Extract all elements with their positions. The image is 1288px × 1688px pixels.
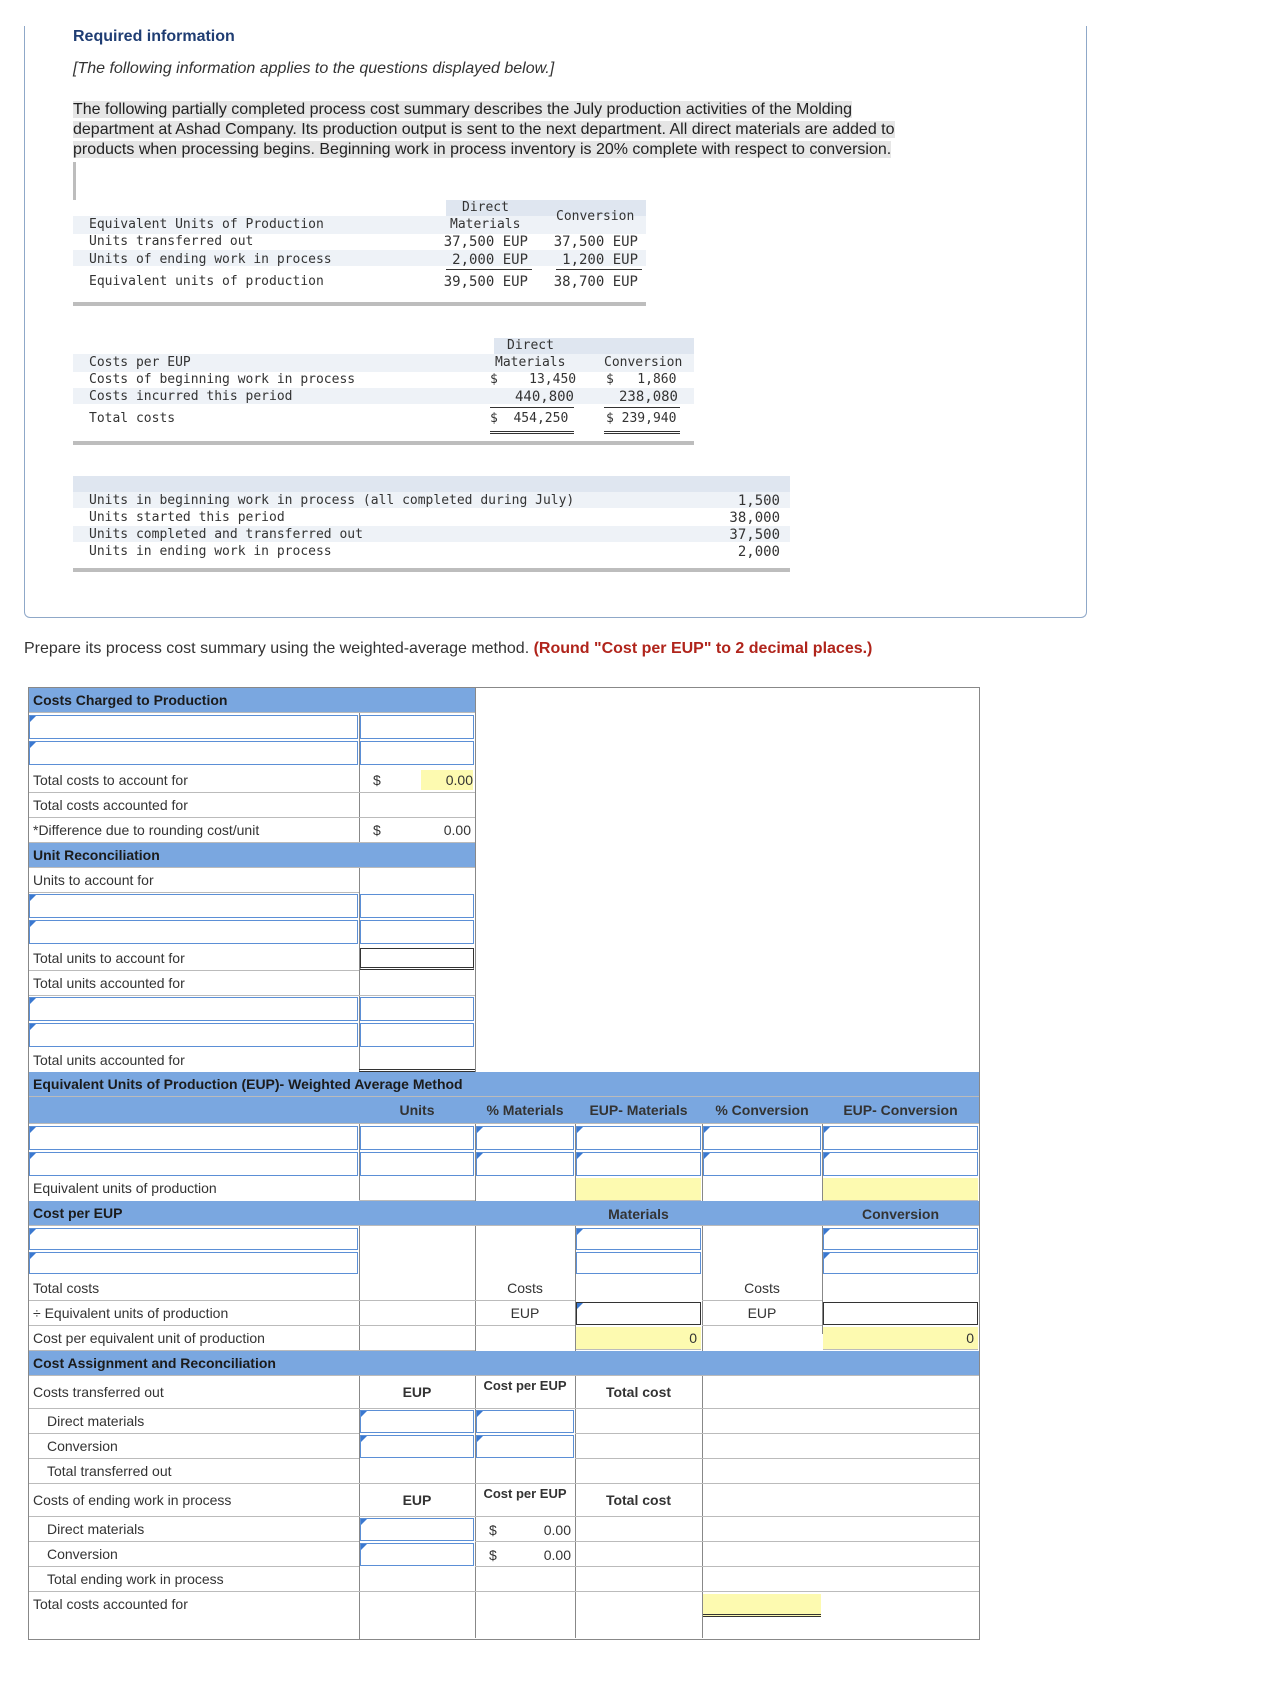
total-cost-col-header: Total cost (575, 1376, 702, 1409)
cost-per-unit-label: Cost per equivalent unit of production (29, 1326, 359, 1351)
section-costs-charged: Costs Charged to Production (29, 688, 475, 713)
cost-line-input[interactable] (29, 741, 358, 765)
eup-col-materials: Materials (450, 217, 521, 232)
cost-col-direct: Direct (507, 338, 554, 353)
cost-conversion-input[interactable] (823, 1228, 978, 1250)
cost-materials-input[interactable] (576, 1228, 701, 1250)
eup-pct-conversion-input[interactable] (703, 1126, 821, 1150)
transferred-conv-label: Conversion (29, 1434, 359, 1459)
total-units-accounted-label: Total units accounted for (29, 971, 359, 996)
total-costs-cell (359, 768, 475, 793)
blank-cell (575, 1517, 979, 1542)
units-row-label: Units in beginning work in process (all completed during July) (89, 493, 575, 508)
ending-conv-cost-cell (475, 1542, 575, 1567)
transferred-conv-cost-input[interactable] (476, 1435, 574, 1458)
cost-per-eup-line-input[interactable] (29, 1228, 358, 1250)
total-costs-to-account-label: Total costs to account for (29, 768, 359, 793)
dollar-sign: $ (489, 1522, 497, 1538)
blank-cell (702, 1484, 979, 1517)
cost-per-eup-col-header: Cost per EUP (475, 1376, 575, 1409)
blank-cell (359, 971, 475, 996)
units-value: 2,000 (737, 544, 780, 560)
ending-conv-cost: 0.00 (543, 1547, 571, 1563)
eup-dm: 2,000 EUP (452, 252, 528, 268)
blank-cell (359, 1276, 475, 1301)
eup-dm: 37,500 EUP (443, 234, 528, 250)
instruction-emphasis: (Round "Cost per EUP" to 2 decimal places.) (533, 640, 873, 657)
eup-units-input[interactable] (360, 1126, 474, 1150)
total-units-accounted-label-2: Total units accounted for (33, 1052, 185, 1068)
eup-col-conversion: Conversion (556, 209, 635, 224)
total-units-to-account-value (360, 948, 474, 970)
costs-tag-materials: Costs (475, 1276, 575, 1301)
cost-col-materials: Materials (495, 355, 566, 370)
para-line: products when processing begins. Beginning work in process inventory is 20% complete with respect to conversion. (73, 141, 892, 158)
eup-col-header: EUP (359, 1484, 475, 1517)
cost-row-label: Costs incurred this period (89, 389, 293, 404)
units-row-label: Units in ending work in process (89, 544, 332, 559)
dollar-sign: $ (373, 772, 381, 788)
eup-conv: 38,700 EUP (553, 274, 638, 290)
cost-conversion-input[interactable] (823, 1252, 978, 1274)
cost-dm: $ 13,450 (490, 372, 577, 387)
units-accounted-amount-input[interactable] (360, 997, 474, 1021)
cost-per-eup-col-header: Cost per EUP (475, 1484, 575, 1517)
cost-line-input[interactable] (29, 715, 358, 739)
instruction-text (24, 640, 872, 658)
dollar-sign: $ (373, 822, 381, 838)
eup-pct-materials-input[interactable] (476, 1126, 574, 1150)
units-value: 38,000 (729, 510, 780, 526)
eup-conversion-input[interactable] (823, 1126, 978, 1150)
total-transferred-label: Total transferred out (29, 1459, 979, 1484)
units-value: 1,500 (737, 493, 780, 509)
blank-cell (359, 793, 475, 818)
difference-cell (359, 818, 475, 843)
units-row-label: Units started this period (89, 510, 285, 525)
cost-materials-input[interactable] (576, 1252, 701, 1274)
col-pct-materials: % Materials (486, 1102, 564, 1118)
col-units: Units (399, 1102, 435, 1118)
blank-cell (575, 1409, 979, 1434)
instruction-main: Prepare its process cost summary using the weighted-average method. (24, 640, 530, 657)
col-pct-conversion: % Conversion (715, 1102, 809, 1118)
para-line: The following partially completed process cost summary describes the July production activities of the Molding (73, 101, 853, 118)
cost-conv: $ 239,940 (606, 411, 677, 426)
cost-conv: 238,080 (618, 389, 678, 405)
units-accounted-line-input[interactable] (29, 1023, 358, 1047)
cost-per-unit-conversion: 0 (823, 1327, 978, 1350)
ending-dm-eup-input[interactable] (360, 1518, 474, 1541)
equivalent-units-label: Equivalent units of production (33, 1180, 217, 1196)
eup-pct-conversion-input[interactable] (703, 1152, 821, 1176)
required-info-title: Required information (73, 28, 235, 45)
difference-value: 0.00 (443, 822, 471, 838)
section-cost-assignment: Cost Assignment and Reconciliation (29, 1351, 979, 1376)
ending-dm-cost: 0.00 (543, 1522, 571, 1538)
section-unit-reconciliation: Unit Reconciliation (29, 843, 475, 868)
section-eup-method: Equivalent Units of Production (EUP)- Weighted Average Method (29, 1072, 979, 1097)
cost-row-label: Costs per EUP (89, 355, 191, 370)
units-accounted-amount-input[interactable] (360, 1023, 474, 1047)
process-cost-worksheet (28, 687, 980, 1640)
eup-line-input[interactable] (29, 1126, 358, 1150)
col-conversion: Conversion (861, 1206, 939, 1222)
eup-dm: 39,500 EUP (443, 274, 528, 290)
eup-tag-materials: EUP (475, 1301, 575, 1326)
transferred-dm-eup-input[interactable] (360, 1410, 474, 1433)
total-costs-accounted-final-value (703, 1594, 821, 1617)
units-row-label: Units completed and transferred out (89, 527, 363, 542)
eup-materials-total (576, 1178, 701, 1201)
eup-row-label: Equivalent Units of Production (89, 217, 324, 232)
section-cost-per-eup: Cost per EUP (29, 1201, 979, 1226)
eup-pct-materials-input[interactable] (476, 1152, 574, 1176)
blank-cell (702, 1376, 979, 1409)
col-materials: Materials (608, 1206, 669, 1222)
divide-eup-conversion-input[interactable] (823, 1302, 978, 1325)
cost-amount-input[interactable] (360, 741, 474, 765)
para-line: department at Ashad Company. Its production output is sent to the next department. All direct materials are added to (73, 121, 895, 138)
costs-ending-wip-label: Costs of ending work in process (29, 1484, 359, 1517)
cost-conv: $ 1,860 (606, 372, 677, 387)
units-amount-input[interactable] (360, 894, 474, 918)
units-accounted-line-input[interactable] (29, 997, 358, 1021)
total-units-accounted-value (359, 1048, 475, 1072)
total-costs-accounted-label: Total costs accounted for (29, 793, 359, 818)
costs-tag-conversion: Costs (702, 1276, 822, 1301)
eup-materials-input[interactable] (576, 1126, 701, 1150)
total-ending-wip-label: Total ending work in process (29, 1567, 979, 1592)
units-amount-input[interactable] (360, 920, 474, 944)
difference-label: *Difference due to rounding cost/unit (29, 818, 359, 843)
col-eup-conversion: EUP- Conversion (843, 1102, 958, 1118)
blank-cell (575, 1434, 979, 1459)
total-costs-accounted-final-label: Total costs accounted for (33, 1596, 188, 1612)
divide-eup-materials-input[interactable] (576, 1302, 701, 1325)
cost-row-label: Costs of beginning work in process (89, 372, 356, 387)
cost-per-unit-materials: 0 (576, 1327, 701, 1350)
divider (73, 162, 76, 200)
eup-row-label: Units transferred out (89, 234, 254, 249)
ending-dm-cost-cell (475, 1517, 575, 1542)
cost-amount-input[interactable] (360, 715, 474, 739)
eup-materials-input[interactable] (576, 1152, 701, 1176)
eup-conv: 37,500 EUP (553, 234, 638, 250)
blank-cell (359, 1326, 475, 1351)
units-to-account-label: Units to account for (29, 868, 359, 893)
description-paragraph (73, 100, 1003, 160)
divide-eup-label: ÷ Equivalent units of production (29, 1301, 359, 1326)
units-line-input[interactable] (29, 894, 358, 918)
costs-transferred-label: Costs transferred out (29, 1376, 359, 1409)
total-costs-label: Total costs (29, 1276, 359, 1301)
eup-tag-conversion: EUP (702, 1301, 822, 1326)
eup-units-input[interactable] (360, 1152, 474, 1176)
cost-col-conversion: Conversion (604, 355, 683, 370)
eup-row-label: Units of ending work in process (89, 252, 332, 267)
units-line-input[interactable] (29, 920, 358, 944)
cost-dm: 440,800 (514, 389, 574, 405)
eup-row-label: Equivalent units of production (89, 274, 324, 289)
total-costs-value: 0.00 (421, 770, 473, 790)
eup-col-header: EUP (359, 1376, 475, 1409)
blank-cell (575, 1542, 979, 1567)
transferred-dm-label: Direct materials (29, 1409, 359, 1434)
cost-row-label: Total costs (89, 411, 176, 426)
eup-conversion-input[interactable] (823, 1152, 978, 1176)
blank-cell (359, 1176, 475, 1201)
eup-conversion-total (823, 1178, 978, 1201)
transferred-dm-cost-input[interactable] (476, 1410, 574, 1433)
transferred-conv-eup-input[interactable] (360, 1435, 474, 1458)
cost-per-eup-line-input[interactable] (29, 1252, 358, 1274)
cost-dm: $ 454,250 (490, 411, 569, 426)
total-units-to-account-label: Total units to account for (29, 946, 359, 971)
ending-conv-eup-input[interactable] (360, 1543, 474, 1566)
ending-conv-label: Conversion (29, 1542, 359, 1567)
eup-col-direct: Direct (462, 200, 509, 215)
eup-line-input[interactable] (29, 1152, 358, 1176)
ending-dm-label: Direct materials (29, 1517, 359, 1542)
dollar-sign: $ (489, 1547, 497, 1563)
units-value: 37,500 (729, 527, 780, 543)
blank-cell (359, 1301, 475, 1326)
intro-text: [The following information applies to the questions displayed below.] (73, 60, 555, 77)
total-cost-col-header: Total cost (575, 1484, 702, 1517)
eup-conv: 1,200 EUP (562, 252, 638, 268)
col-eup-materials: EUP- Materials (589, 1102, 688, 1118)
